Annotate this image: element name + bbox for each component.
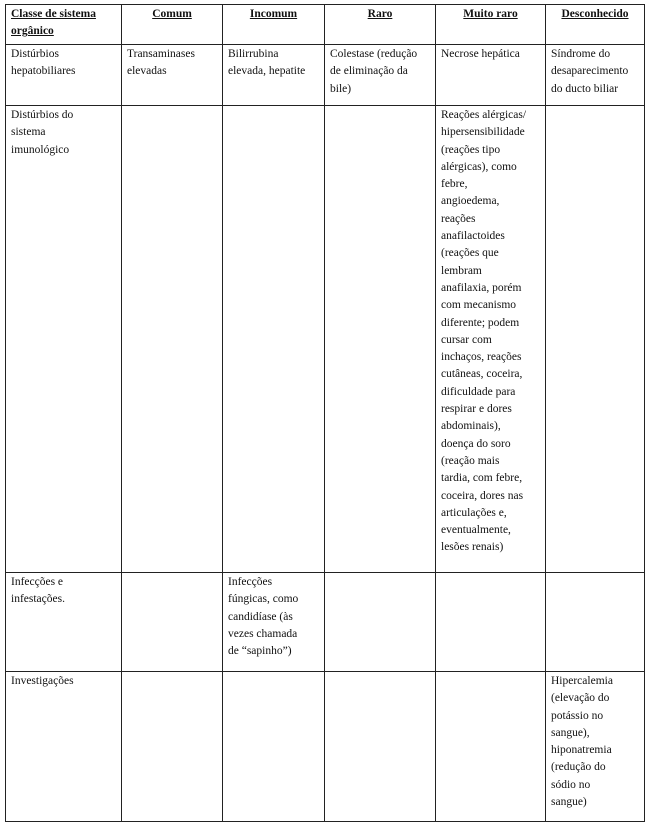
cell-text: Reações alérgicas/ hipersensibilidade (reações tipo alérgicas), como febre, angioedema, reações anafilactoides (reações que lembram anafilaxia, porém com mecanismo diferente; podem cursar com inchaços, reações cutâneas, coceira, dificuldade para respirar e dores abdominais), doença do soro (reação mais tardia, com febre, coceira, dores nas articulações e, eventualmente, lesões renais): [441, 109, 527, 554]
table-cell: [6, 106, 122, 573]
header-common: Comum: [122, 5, 223, 45]
table-cell: [325, 573, 436, 672]
table-cell: [546, 45, 645, 106]
table-cell: [6, 573, 122, 672]
cell-text: Necrose hepática: [441, 48, 520, 60]
header-unknown: Desconhecido: [546, 5, 645, 45]
table-cell: [223, 106, 325, 573]
cell-text: Síndrome do desaparecimento do ducto biliar: [551, 48, 629, 95]
cell-text: Distúrbios do sistema imunológico: [11, 109, 74, 156]
table-row: [6, 573, 645, 672]
cell-text: Infecções fúngicas, como candidíase (às vezes chamada de “sapinho”): [228, 576, 299, 658]
table-cell: [436, 672, 546, 822]
table-cell: [546, 672, 645, 822]
table-cell: [122, 45, 223, 106]
cell-text: Hipercalemia (elevação do potássio no sangue), hiponatremia (redução do sódio no sangue): [551, 675, 613, 809]
table-cell: [436, 573, 546, 672]
table-cell: [546, 106, 645, 573]
table-cell: [325, 45, 436, 106]
header-row: [6, 5, 645, 45]
cell-text: Colestase (redução de eliminação da bile): [330, 48, 418, 95]
table-cell: [436, 106, 546, 573]
header-very-rare: Muito raro: [436, 5, 546, 45]
header-uncommon: Incomum: [223, 5, 325, 45]
cell-text: Bilirrubina elevada, hepatite: [228, 48, 306, 78]
cell-text: Investigações: [11, 675, 74, 687]
table-cell: [436, 45, 546, 106]
table-row: [6, 106, 645, 573]
table-cell: [223, 573, 325, 672]
table-cell: [122, 106, 223, 573]
table-cell: [223, 45, 325, 106]
header-organ-system-class: Classe de sistema orgânico: [6, 5, 122, 45]
table-cell: [325, 106, 436, 573]
table-cell: [122, 672, 223, 822]
cell-text: Distúrbios hepatobiliares: [11, 48, 76, 78]
adverse-reactions-table: [5, 4, 645, 822]
table-row: [6, 45, 645, 106]
header-rare: Raro: [325, 5, 436, 45]
table-cell: [223, 672, 325, 822]
table-cell: [6, 672, 122, 822]
table-cell: [6, 45, 122, 106]
table-cell: [325, 672, 436, 822]
table-cell: [546, 573, 645, 672]
table-row: [6, 672, 645, 822]
table-cell: [122, 573, 223, 672]
cell-text: Transaminases elevadas: [127, 48, 195, 78]
cell-text: Infecções e infestações.: [11, 576, 65, 606]
